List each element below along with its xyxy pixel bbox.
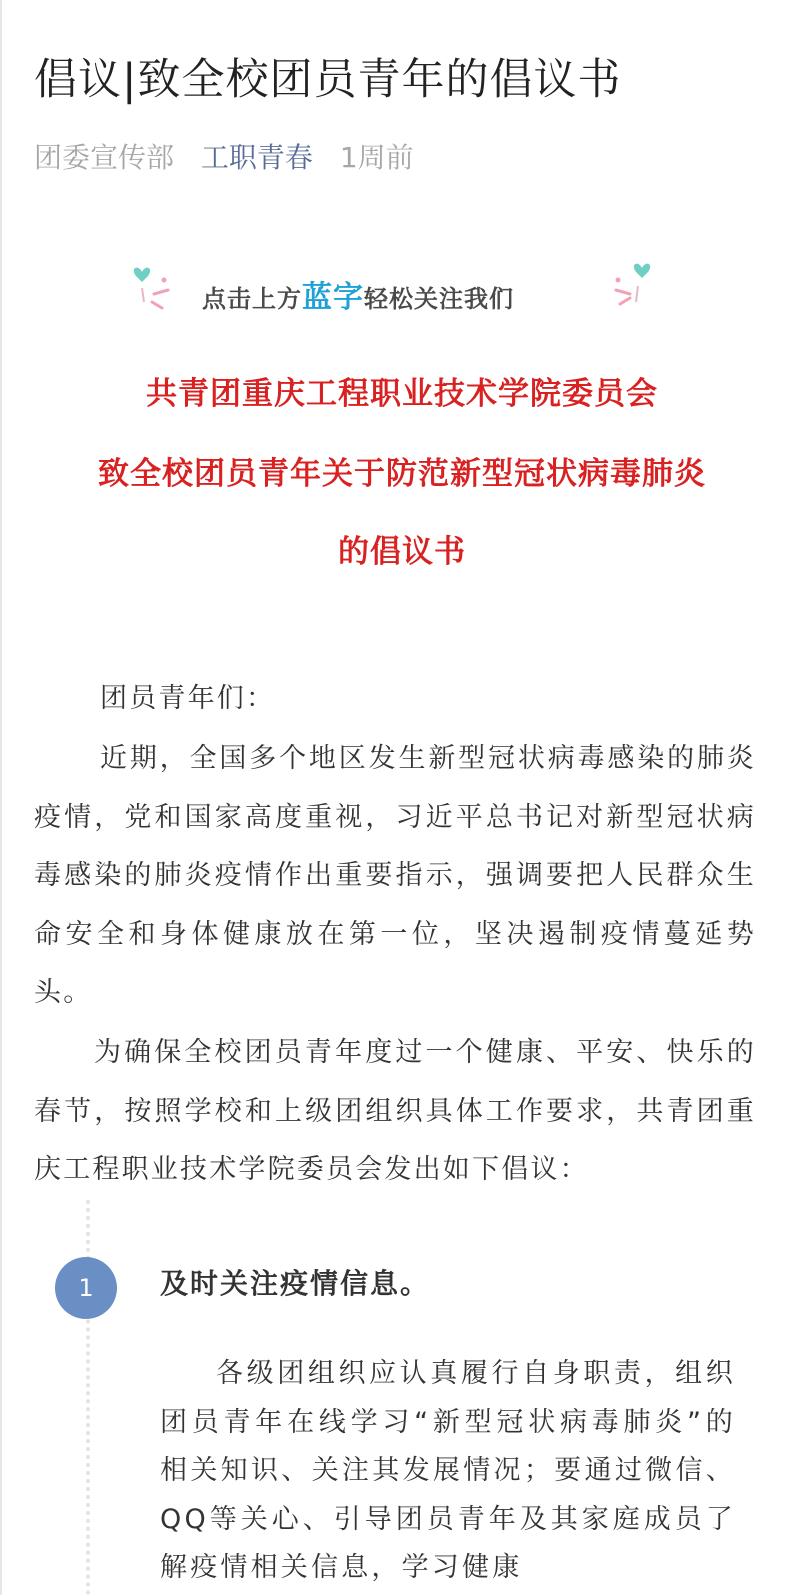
- paragraph-2: 为确保全校团员青年度过一个健康、平安、快乐的春节，按照学校和上级团组织具体工作要求，共青团重庆工程职业技术学院委员会发出如下倡议：: [34, 1037, 756, 1185]
- follow-prompt: [202, 272, 514, 316]
- heading-line-2: 致全校团员青年关于防范新型冠状病毒肺炎: [98, 456, 706, 492]
- step-text: 各级团组织应认真履行自身职责，组织团员青年在线学习“新型冠状病毒肺炎”的相关知识、关注其发展情况；要通过微信、QQ等关心、引导团员青年及其家庭成员了解疫情相关信息，学习健康: [160, 1358, 736, 1583]
- heart-sprig-icon: [608, 258, 656, 314]
- step-number-badge: 1: [55, 1257, 117, 1319]
- article-meta: [34, 138, 432, 178]
- follow-suffix: 轻松关注我们: [364, 285, 514, 313]
- heading-line-1: 共青团重庆工程职业技术学院委员会: [146, 376, 658, 412]
- salutation: 团员青年们：: [100, 683, 276, 714]
- step-title: 及时关注疫情信息。: [160, 1267, 431, 1300]
- article-author: 团委宣传部: [34, 141, 175, 174]
- account-link[interactable]: 工职青春: [200, 141, 313, 174]
- follow-banner: [122, 258, 662, 314]
- heading-line-3: 的倡议书: [338, 534, 466, 570]
- heart-sprig-icon: [128, 258, 176, 314]
- paragraph-1: 近期，全国多个地区发生新型冠状病毒感染的肺炎疫情，党和国家高度重视，习近平总书记对新型冠状病毒感染的肺炎疫情作出重要指示，强调要把人民群众生命安全和身体健康放在第一位，坚决遏制疫情蔓延势头。: [34, 743, 756, 1008]
- follow-prefix: 点击上方: [202, 285, 302, 313]
- article-title: 倡议|致全校团员青年的倡议书: [34, 55, 622, 105]
- follow-highlight: 蓝字: [302, 280, 364, 315]
- publish-time: 1周前: [339, 141, 414, 174]
